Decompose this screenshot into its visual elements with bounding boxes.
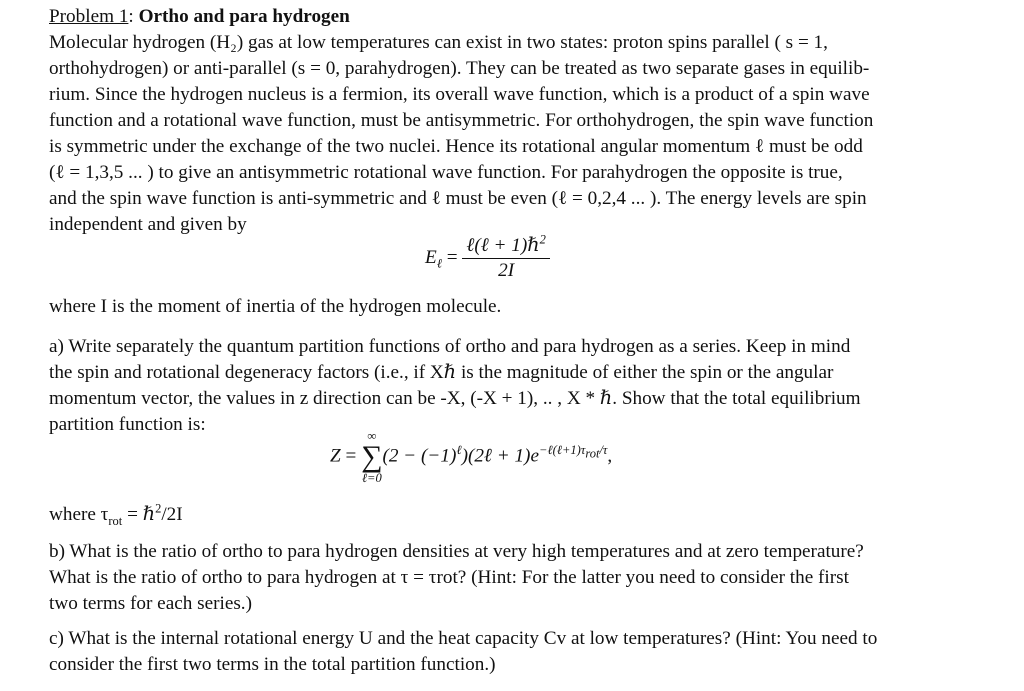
problem-separator: : <box>128 6 134 27</box>
part-a-line: partition function is: <box>49 414 206 435</box>
part-a-line: the spin and rotational degeneracy factors (i.e., if Xℏ is the magnitude of either the spin or the angular <box>49 362 834 383</box>
part-c-line: c) What is the internal rotational energy U and the heat capacity Cv at low temperatures? (Hint: You need to <box>49 628 878 649</box>
intro-line: independent and given by <box>49 214 247 235</box>
intro-line: and the spin wave function is anti-symmetric and ℓ must be even (ℓ = 0,2,4 ... ). The energy levels are spin <box>49 188 867 209</box>
part-b-line: b) What is the ratio of ortho to para hydrogen densities at very high temperatures and at zero temperature? <box>49 541 864 562</box>
part-b-line: two terms for each series.) <box>49 593 252 614</box>
energy-fraction <box>462 234 550 283</box>
energy-denominator: 2I <box>498 260 515 281</box>
intro-line: is symmetric under the exchange of the two nuclei. Hence its rotational angular momentum ℓ must be odd <box>49 136 863 157</box>
tau-definition: where $\tau_{rot}$ = ℏ$^2$/2I <box>49 501 183 528</box>
problem-heading <box>49 4 942 30</box>
problem-label: Problem 1 <box>49 6 129 27</box>
partition-trailing: , <box>607 445 613 467</box>
intro-line: orthohydrogen) or anti-parallel (s = 0, parahydrogen). They can be treated as two separate gases in equilib- <box>49 58 870 79</box>
inertia-note: where I is the moment of inertia of the hydrogen molecule. <box>49 296 502 317</box>
intro-paragraph <box>49 30 942 238</box>
partition-equals: = <box>345 445 357 467</box>
partition-equation <box>330 430 612 484</box>
partition-body: (2 − (−1) <box>382 445 457 467</box>
energy-equation <box>425 234 550 283</box>
partition-body-sup: ℓ <box>456 443 462 458</box>
part-c-line: consider the first two terms in the total partition function.) <box>49 654 496 675</box>
intro-line: (ℓ = 1,3,5 ... ) to give an antisymmetric rotational wave function. For parahydrogen the opposite is true, <box>49 162 843 183</box>
sum-upper-limit: ∞ <box>367 429 377 443</box>
intro-line: rium. Since the hydrogen nucleus is a fermion, its overall wave function, which is a product of a spin wave <box>49 84 870 105</box>
part-c-paragraph <box>49 626 942 678</box>
problem-title: Ortho and para hydrogen <box>138 6 350 27</box>
sum-symbol: ∑ <box>361 440 383 473</box>
part-a-paragraph <box>49 334 942 438</box>
part-b-paragraph <box>49 539 942 617</box>
intro-line: function and a rotational wave function, must be antisymmetric. For orthohydrogen, the spin wave function <box>49 110 874 131</box>
partition-lhs: Z <box>330 445 341 467</box>
energy-numerator: ℓ(ℓ + 1)ℏ$^2$ <box>462 234 550 259</box>
energy-lhs-sub: ℓ <box>436 256 442 271</box>
part-a-line: a) Write separately the quantum partition functions of ortho and para hydrogen as a series. Keep in mind <box>49 336 851 357</box>
sum-operator <box>361 430 382 484</box>
intro-line: Molecular hydrogen (H₂) gas at low temperatures can exist in two states: proton spins parallel ( s = 1, <box>49 32 828 53</box>
energy-lhs: E <box>425 246 437 268</box>
part-a-line: momentum vector, the values in z direction can be -X, (-X + 1), .. , X * ℏ. Show that the total equilibrium <box>49 388 861 409</box>
part-b-line: What is the ratio of ortho to para hydrogen at τ = τrot? (Hint: For the latter you need to consider the first <box>49 567 849 588</box>
partition-body-rest: )(2ℓ + 1)e <box>461 445 539 467</box>
sum-lower-limit: ℓ=0 <box>361 471 382 485</box>
energy-equals: = <box>446 246 458 268</box>
partition-exponent: −ℓ(ℓ+1)τrot/τ <box>538 443 608 461</box>
